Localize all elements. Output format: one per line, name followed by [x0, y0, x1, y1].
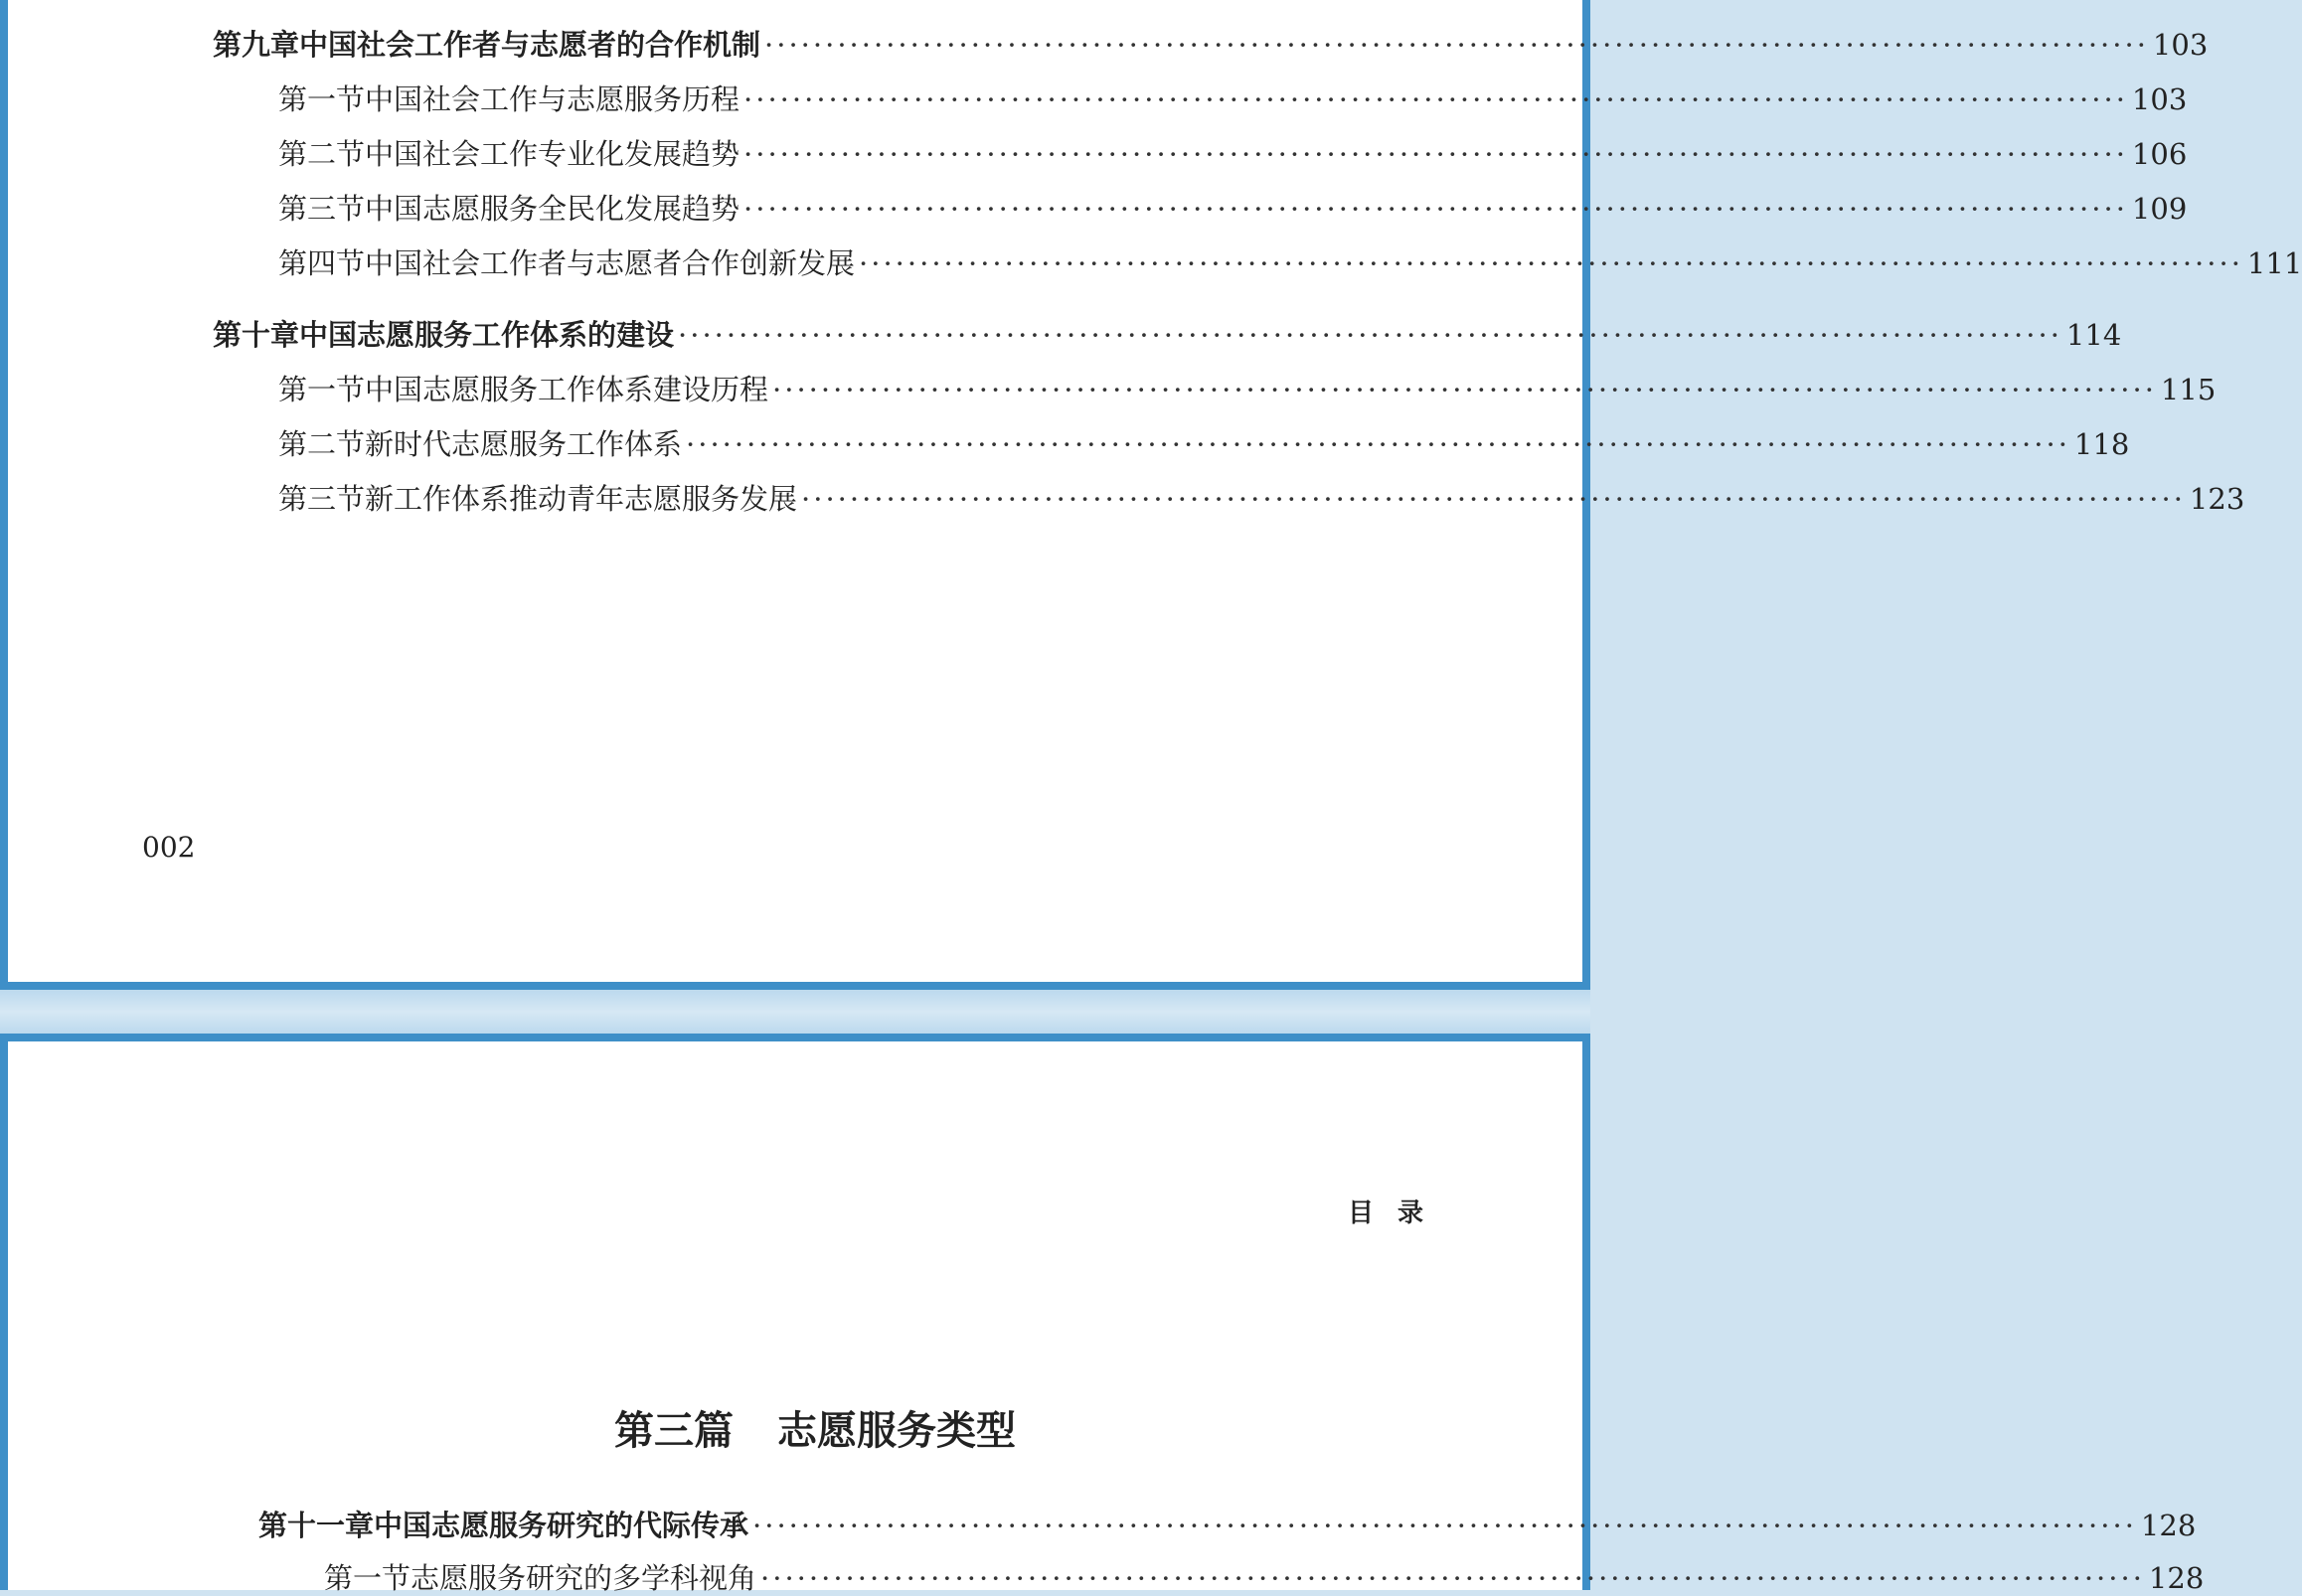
page-ref: 123 — [2189, 482, 2245, 516]
page-ref: 106 — [2131, 137, 2188, 171]
section-title: 新工作体系推动青年志愿服务发展 — [365, 482, 798, 516]
section-title: 中国社会工作者与志愿者合作创新发展 — [365, 246, 856, 280]
section-label: 第二节 — [278, 137, 366, 171]
leader-dots: ·················································································································· — [743, 137, 2128, 171]
page-gap — [0, 990, 1590, 1034]
page-ref: 128 — [2148, 1561, 2205, 1595]
section-title: 中国志愿服务工作体系建设历程 — [365, 373, 769, 406]
section-title: 志愿服务研究的多学科视角 — [411, 1561, 757, 1595]
page-ref: 111 — [2246, 246, 2302, 280]
leader-dots: ·················································································································· — [760, 1561, 2145, 1595]
page-ref: 109 — [2131, 192, 2188, 226]
page-ref: 115 — [2160, 373, 2217, 406]
page-ref: 128 — [2140, 1509, 2197, 1542]
leader-dots: ·················································································································· — [678, 318, 2062, 352]
toc-section[interactable] — [278, 426, 2130, 462]
chapter-label: 第十一章 — [258, 1509, 375, 1542]
section-label: 第三节 — [278, 192, 366, 226]
section-title: 中国志愿服务全民化发展趋势 — [365, 192, 740, 226]
page-ref: 118 — [2073, 427, 2130, 461]
section-label: 第一节 — [278, 373, 366, 406]
chapter-title: 中国社会工作者与志愿者的合作机制 — [299, 28, 761, 62]
toc-section[interactable] — [278, 245, 2302, 281]
leader-dots: ·················································································································· — [764, 28, 2149, 62]
toc-chapter-11[interactable] — [258, 1508, 2197, 1543]
page-ref: 103 — [2131, 82, 2188, 116]
toc-section[interactable] — [278, 481, 2245, 517]
section-label: 第一节 — [324, 1561, 411, 1595]
page-ref: 114 — [2065, 318, 2122, 352]
leader-dots: ·················································································································· — [859, 246, 2243, 280]
chapter-label: 第九章 — [213, 28, 300, 62]
toc-section[interactable] — [278, 372, 2217, 407]
section-label: 第三节 — [278, 482, 366, 516]
section-title: 中国社会工作专业化发展趋势 — [365, 137, 740, 171]
leader-dots: ·················································································································· — [686, 427, 2070, 461]
running-head: 目录 — [1348, 1198, 1448, 1228]
section-label: 第一节 — [278, 82, 366, 116]
toc-section[interactable] — [278, 81, 2188, 117]
leader-dots: ·················································································································· — [752, 1509, 2137, 1542]
toc-section[interactable] — [278, 191, 2188, 227]
section-label: 第四节 — [278, 246, 366, 280]
leader-dots: ·················································································································· — [743, 82, 2128, 116]
section-title: 新时代志愿服务工作体系 — [365, 427, 683, 461]
part-title: 第三篇 志愿服务类型 — [614, 1407, 1016, 1454]
toc-chapter-10[interactable] — [213, 317, 2122, 353]
page-number: 002 — [142, 831, 196, 864]
leader-dots: ·················································································································· — [801, 482, 2186, 516]
chapter-label: 第十章 — [213, 318, 300, 352]
section-label: 第二节 — [278, 427, 366, 461]
toc-chapter-9[interactable] — [213, 27, 2209, 63]
page-ref: 103 — [2152, 28, 2209, 62]
section-title: 中国社会工作与志愿服务历程 — [365, 82, 740, 116]
leader-dots: ·················································································································· — [772, 373, 2157, 406]
chapter-title: 中国志愿服务研究的代际传承 — [374, 1509, 749, 1542]
toc-page-right — [0, 1034, 1590, 1590]
toc-section[interactable] — [324, 1560, 2205, 1596]
toc-section[interactable] — [278, 136, 2188, 172]
leader-dots: ·················································································································· — [743, 192, 2128, 226]
chapter-title: 中国志愿服务工作体系的建设 — [299, 318, 675, 352]
